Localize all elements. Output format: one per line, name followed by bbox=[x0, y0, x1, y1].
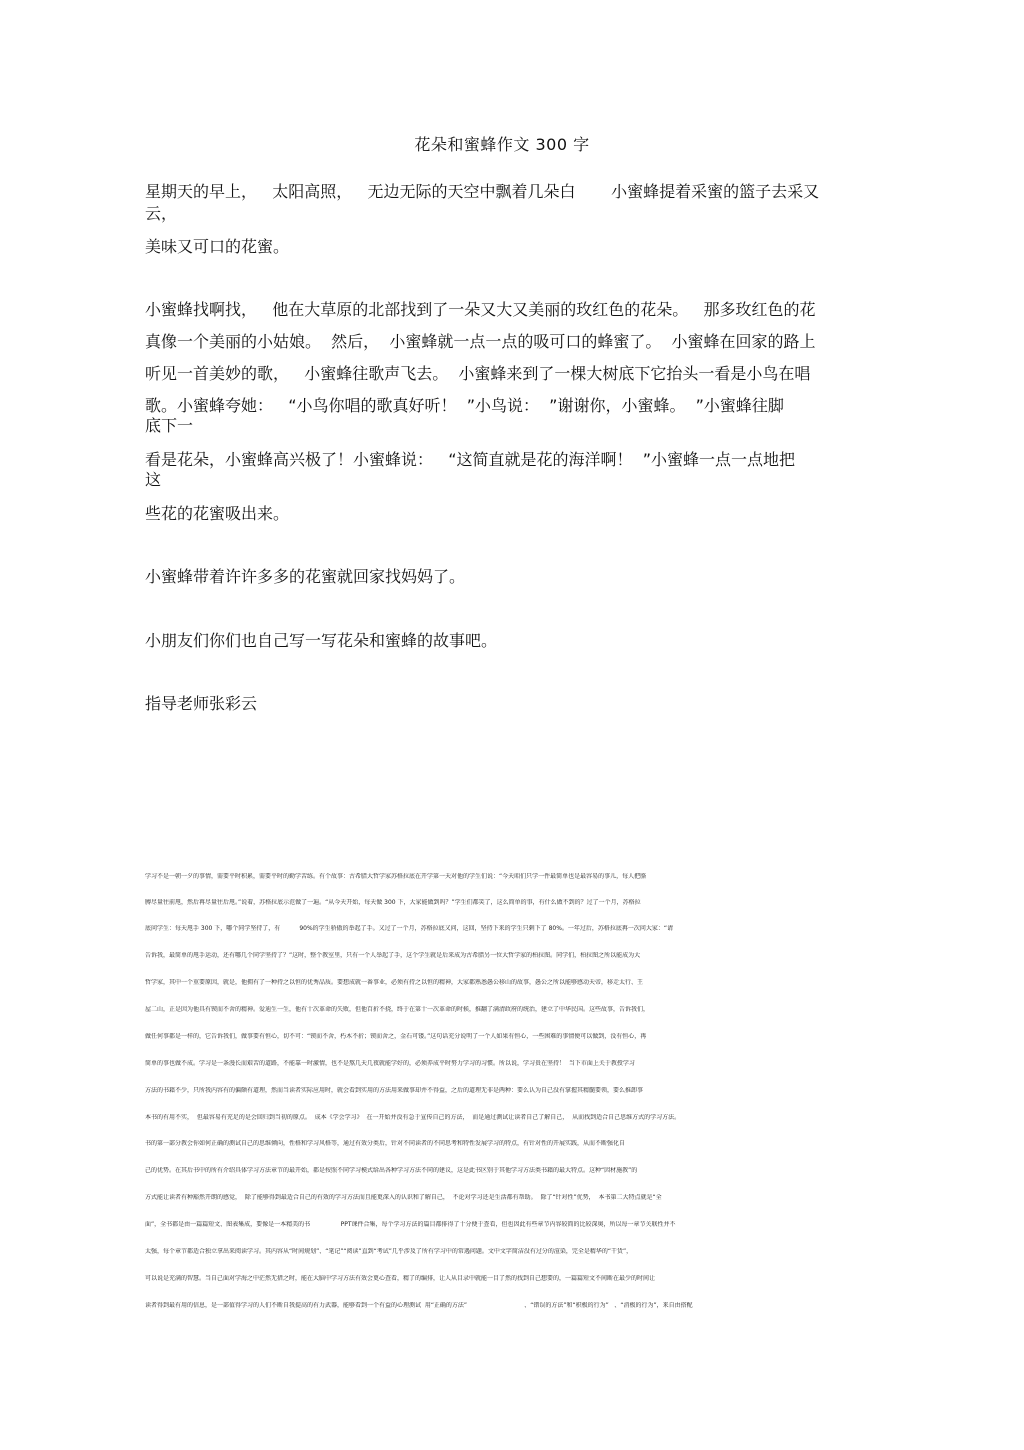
paragraph-line: 歌。小蜜蜂夸她： “小鸟你唱的歌真好听！ ”小鸟说： ”谢谢你，小蜜蜂。 ”小蜜蜂往脚 bbox=[145, 396, 784, 415]
fine-print-line: 底问学生：每天甩手 300 下，哪个同学坚持了，有 90%的学生骄傲的举起了手。又过了一个月，苏格拉底又问，这回，坚持下来的学生只剩下了 80%。一年过后，苏格拉底再一次问大家：“请 bbox=[145, 925, 674, 932]
paragraph-line: 小朋友们你们也自己写一写花朵和蜜蜂的故事吧。 bbox=[145, 631, 498, 650]
fine-print-line: 己的优势。在其后书中的所有介绍具体学习方法章节的最开始，都是按照不同学习模式给出各种学习方法不同的建议，这是此书区别于其他学习方法类书籍的最大特点。这种“因材施教”的 bbox=[145, 1167, 638, 1174]
fine-print-line: 面”，全书都是由一篇篇短文、图表集成，要像是一本精美的书 PPT课件合集，每个学习方法的篇目都排得了十分便于查看，但也因此有些章节内容较简的比较深奥，所以每一章节关联性并不 bbox=[145, 1221, 676, 1228]
fine-print-line: 简单的事也做不成。学习是一条漫长而艰苦的道路，不能靠一时激情，也不是熬几天几夜就能学好的，必须养成平时努力学习的习惯。所以说，学习贵在坚持！ 当下市面上关于教授学习 bbox=[145, 1060, 635, 1067]
paragraph-line: 听见一首美妙的歌， 小蜜蜂往歌声飞去。 小蜜蜂来到了一棵大树底下它抬头一看是小鸟在唱 bbox=[145, 364, 811, 383]
fine-print-line: 太强，每个章节都适合独立拿出来阅读学习。其内容从“时间规划”、“笔记”“阅读”直到“考试”几乎涉及了所有学习中的常遇问题。文中文字简洁没有过分的渲染，完全是精华的“干货”， bbox=[145, 1248, 633, 1255]
paragraph-line: 小蜜蜂找啊找， 他在大草原的北部找到了一朵又大又美丽的玫红色的花朵。 那多玫红色的花 bbox=[145, 300, 816, 319]
fine-print-line: 膊尽量往前甩，然后再尽量往后甩。”说着，苏格拉底示范做了一遍。“从今天开始，每天做 300 下，大家能做到吗？”学生们都笑了，这么简单的事，有什么做不到的？过了一个月，苏格拉 bbox=[145, 899, 641, 906]
fine-print-line: 本书的有用不实， 但最容易有充足的是会回归到当初的原点。 成本《学会学习》 在一开始并没有急于宣传自己的方法， 而是通过测试让读者自己了解自己， 从而找到适合自己思维方式的学习方法。 bbox=[145, 1114, 681, 1121]
fine-print-line: 书的第一部分教会你如何正确的测试自己的思维倾向，性格和学习风格等，通过有效分类后，针对不同读者的不同思考和特性发展学习的特点，有针对性的开展实践，从而不断强化自 bbox=[145, 1140, 626, 1147]
paragraph-line: 看是花朵，小蜜蜂高兴极了！小蜜蜂说： “这简直就是花的海洋啊！ ”小蜜蜂一点一点地把 bbox=[145, 450, 796, 469]
paragraph-line: 小蜜蜂带着许许多多的花蜜就回家找妈妈了。 bbox=[145, 567, 466, 586]
fine-print-line: 读者得到最有用的信息，是一部值得学习的人们不断自我提高的有力武器，能够看到一个有益的心理测试 用“正确的方法” 、“错误的方法”和“积极的行为” 、“消极的行为”，来自由搭配 bbox=[145, 1302, 693, 1309]
paragraph-line: 底下一 bbox=[145, 416, 194, 435]
fine-print-line: 哲学家，其中一个重要原因，就是，他拥有了一种持之以恒的优秀品质。要想成就一番事业，必须有持之以恒的精神，大家都熟悉愚公移山的故事，愚公之所以能够感动天帝，移走太行、王 bbox=[145, 979, 644, 986]
paragraph-line: 真像一个美丽的小姑娘。 然后， 小蜜蜂就一点一点的吸可口的蜂蜜了。 小蜜蜂在回家的路上 bbox=[145, 332, 816, 351]
document-title: 花朵和蜜蜂作文 300 字 bbox=[414, 135, 590, 154]
paragraph-line: 美味又可口的花蜜。 bbox=[145, 237, 290, 256]
fine-print-line: 可以说是充满的智慧。当自己面对学海之中茫然无措之时，能在大脑中学习方法有效会更心查看，精了的编排，让人从目录中就能一目了然的找到自己想要的，一篇篇短文不间断在最少的时间让 bbox=[145, 1275, 656, 1282]
paragraph-line: 这 bbox=[145, 470, 162, 489]
fine-print-line: 方式能让读者有种豁然开朗的感觉， 除了能够得到最适合自己的有效的学习方法而且能更深入的认识和了解自己， 不论对学习还是生活都有帮助。 除了“针对性”优势， 本书第二大特点就是“全 bbox=[145, 1194, 662, 1201]
fine-print-line: 学习不是一朝一夕的事情，需要平时积累，需要平时的勤学苦练。有个故事：古希腊大哲学家苏格拉底在开学第一天对他的学生们说：“今天咱们只学一件最简单也是最容易的事儿，每人把胳 bbox=[145, 873, 647, 880]
paragraph-line: 云， bbox=[145, 204, 178, 223]
paragraph-line: 些花的花蜜吸出来。 bbox=[145, 504, 290, 523]
fine-print-line: 做任何事都是一样的，它告诉我们，做事要有恒心，切不可：“锲而不舍，朽木不折；锲而舍之，金石可镂。”这句话充分说明了一个人如果有恒心，一些困难的事情便可以做到，没有恒心，再 bbox=[145, 1033, 647, 1040]
fine-print-line: 告诉我，最简单的甩手运动，还有哪几个同学坚持了？”这时，整个教室里，只有一个人举起了手，这个学生就是后来成为古希腊另一位大哲学家的柏拉图。同学们，柏拉图之所以能成为大 bbox=[145, 952, 641, 959]
paragraph-line: 星期天的早上， 太阳高照， 无边无际的天空中飘着几朵白 小蜜蜂提着采蜜的篮子去采又 bbox=[145, 182, 820, 201]
fine-print-line: 方法的书籍不少，只所我内容有的偏颇有道理，然而当读者实际应用时，就会看到实用的方法用来做事却并不得益，之后的道理无非是两种：要么认为自己没有掌握其精髓要领，要么推卸事 bbox=[145, 1087, 644, 1094]
signature-line: 指导老师张彩云 bbox=[145, 694, 258, 713]
fine-print-line: 屋二山，正是因为他具有锲而不舍的精神。爱迪生一生，他有十次革命的失败，但他百折不挠，终于在第十一次革命的时候，推翻了满清政府的统治，建立了中华民国。这些故事，告诉我们， bbox=[145, 1006, 650, 1013]
